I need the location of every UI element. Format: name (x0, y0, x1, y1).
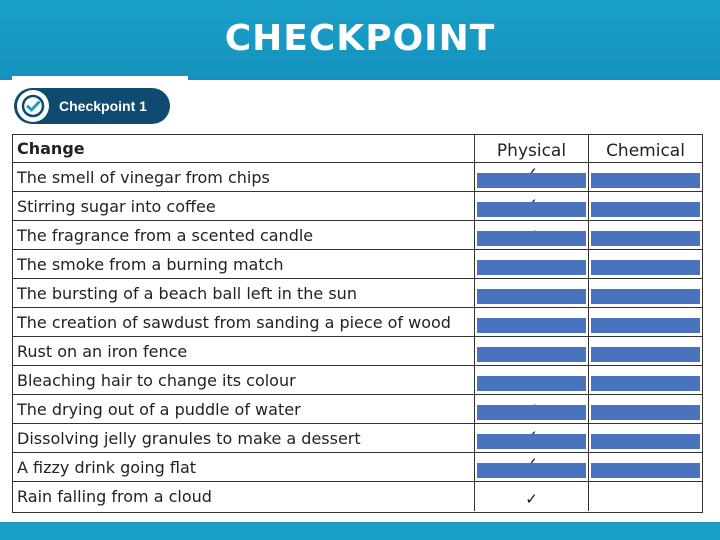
physical-cell (475, 250, 589, 278)
physical-cell (475, 482, 589, 511)
change-cell: Rust on an iron fence (13, 337, 475, 365)
chemical-cell (589, 482, 702, 511)
change-cell: Dissolving jelly granules to make a dessert (13, 424, 475, 452)
answer-cover (477, 260, 586, 275)
answer-cover (477, 173, 586, 188)
physical-cell (475, 337, 589, 365)
table-row (13, 308, 702, 337)
header-chemical: Chemical (606, 141, 685, 161)
answer-cover (477, 405, 586, 420)
table-row (13, 279, 702, 308)
physical-cell (475, 163, 589, 191)
chemical-cell (589, 453, 702, 481)
answer-cover (477, 289, 586, 304)
change-cell: The smell of vinegar from chips (13, 163, 475, 191)
change-table (12, 134, 703, 513)
change-cell: The drying out of a puddle of water (13, 395, 475, 423)
physical-cell (475, 221, 589, 249)
table-row (13, 192, 702, 221)
chemical-cell (589, 308, 702, 336)
answer-cover (477, 318, 586, 333)
answer-cover (591, 347, 700, 362)
answer-cover (591, 231, 700, 246)
header-banner (0, 0, 720, 80)
change-cell: The bursting of a beach ball left in the sun (13, 279, 475, 307)
check-circle-icon (17, 90, 49, 122)
header-physical: Physical (496, 141, 567, 161)
answer-cover (591, 318, 700, 333)
answer-cover (477, 347, 586, 362)
tick-icon: ✓ (525, 490, 538, 508)
change-cell: A fizzy drink going flat (13, 453, 475, 481)
table-row (13, 163, 702, 192)
answer-cover (477, 376, 586, 391)
answer-cover (591, 463, 700, 478)
table-row (13, 424, 702, 453)
change-cell: The fragrance from a scented candle (13, 221, 475, 249)
chemical-cell (589, 163, 702, 191)
answer-cover (591, 434, 700, 449)
chemical-cell (589, 366, 702, 394)
table-row (13, 453, 702, 482)
answer-cover (477, 202, 586, 217)
header-physical-cell (475, 135, 589, 162)
chemical-cell (589, 337, 702, 365)
answer-cover (591, 173, 700, 188)
chemical-cell (589, 250, 702, 278)
physical-cell (475, 192, 589, 220)
physical-cell (475, 366, 589, 394)
answer-cover (477, 463, 586, 478)
answer-cover (591, 376, 700, 391)
chemical-cell (589, 424, 702, 452)
tab-strip (12, 76, 188, 82)
physical-cell (475, 424, 589, 452)
page-title: CHECKPOINT (224, 18, 496, 59)
change-cell: Stirring sugar into coffee (13, 192, 475, 220)
checkpoint-badge (14, 88, 170, 124)
table-row (13, 366, 702, 395)
chemical-cell (589, 192, 702, 220)
table-row (13, 482, 702, 511)
answer-cover (591, 202, 700, 217)
change-cell: Bleaching hair to change its colour (13, 366, 475, 394)
physical-cell (475, 279, 589, 307)
change-cell: Rain falling from a cloud (13, 482, 475, 511)
answer-cover (591, 289, 700, 304)
chemical-cell (589, 279, 702, 307)
change-cell: The smoke from a burning match (13, 250, 475, 278)
chemical-cell (589, 395, 702, 423)
badge-label: Checkpoint 1 (59, 98, 147, 114)
answer-cover (477, 231, 586, 246)
answer-cover (477, 434, 586, 449)
table-row (13, 250, 702, 279)
table-row (13, 395, 702, 424)
header-chemical-cell (589, 135, 702, 162)
table-header-row (13, 135, 702, 163)
physical-cell (475, 308, 589, 336)
answer-cover (591, 260, 700, 275)
footer-bar (0, 522, 720, 540)
change-cell: The creation of sawdust from sanding a piece of wood (13, 308, 475, 336)
table-row (13, 221, 702, 250)
physical-cell (475, 395, 589, 423)
answer-cover (591, 405, 700, 420)
chemical-cell (589, 221, 702, 249)
table-row (13, 337, 702, 366)
header-change: Change (13, 135, 475, 162)
physical-cell (475, 453, 589, 481)
